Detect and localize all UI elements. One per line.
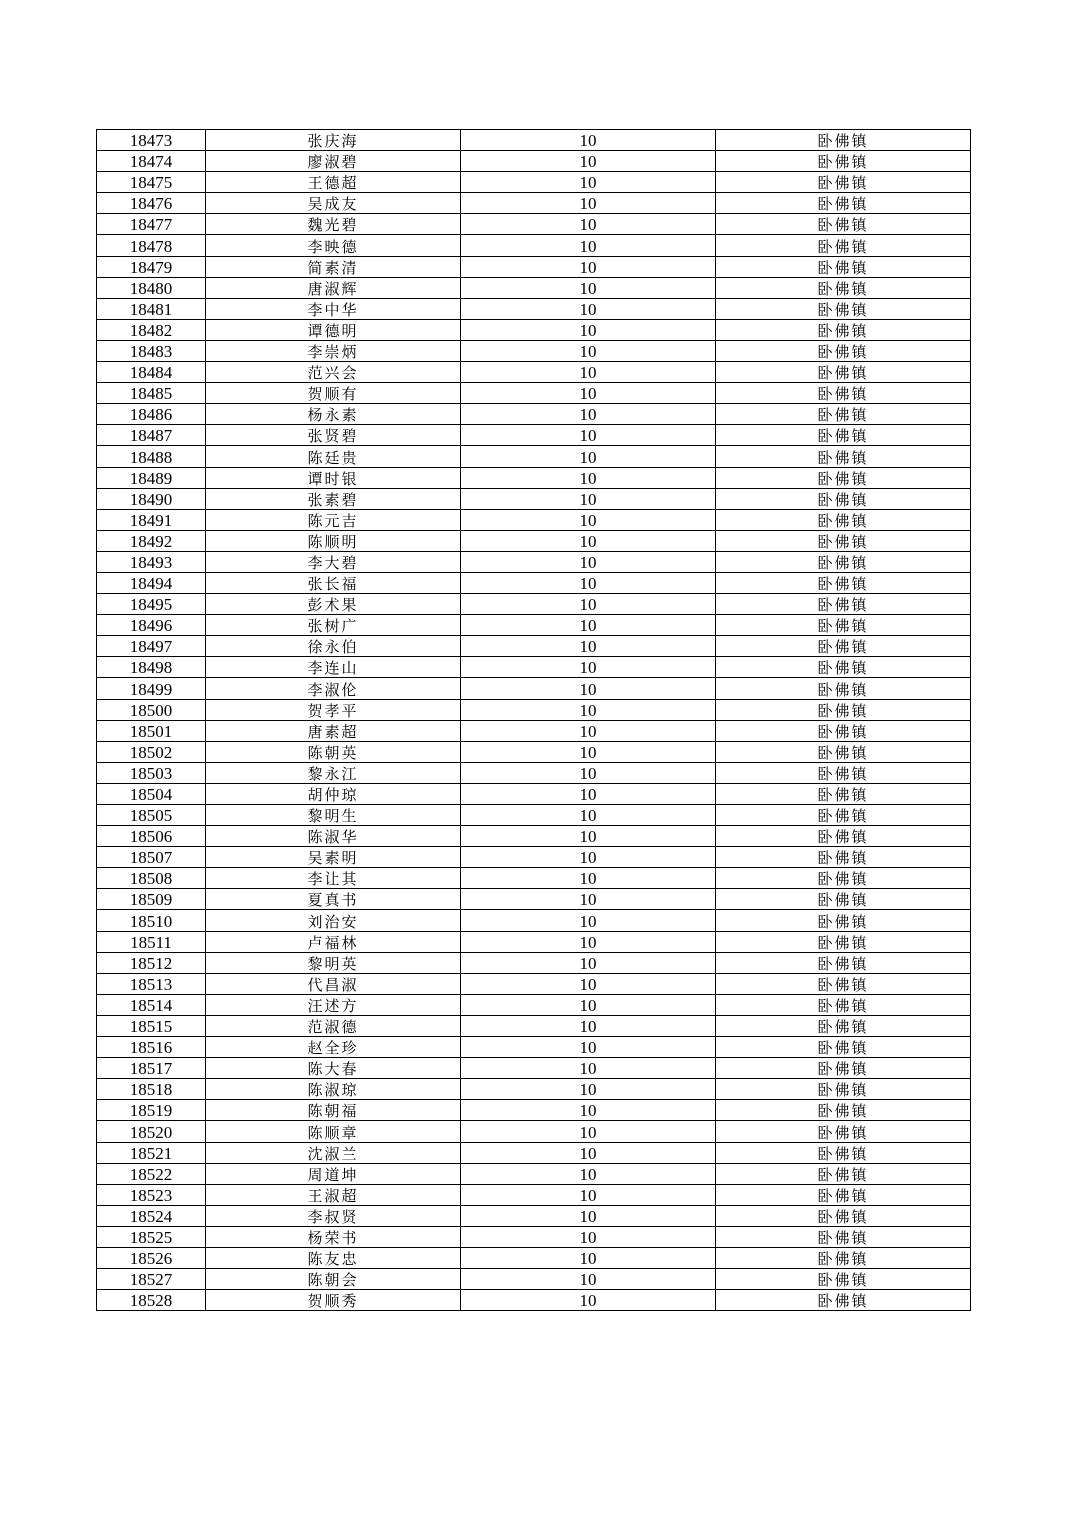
town-cell: 卧佛镇 bbox=[716, 530, 971, 551]
name-cell: 张树广 bbox=[206, 615, 461, 636]
name-cell: 魏光碧 bbox=[206, 214, 461, 235]
amount-cell: 10 bbox=[461, 1205, 716, 1226]
row-id-cell: 18517 bbox=[97, 1058, 206, 1079]
row-id-cell: 18516 bbox=[97, 1037, 206, 1058]
table-row bbox=[97, 1269, 971, 1290]
row-id-cell: 18473 bbox=[97, 130, 206, 151]
amount-cell: 10 bbox=[461, 298, 716, 319]
name-cell: 吴素明 bbox=[206, 847, 461, 868]
row-id-cell: 18475 bbox=[97, 172, 206, 193]
amount-cell: 10 bbox=[461, 362, 716, 383]
amount-cell: 10 bbox=[461, 1247, 716, 1268]
name-cell: 范兴会 bbox=[206, 362, 461, 383]
row-id-cell: 18523 bbox=[97, 1184, 206, 1205]
row-id-cell: 18502 bbox=[97, 741, 206, 762]
table-row bbox=[97, 509, 971, 530]
amount-cell: 10 bbox=[461, 572, 716, 593]
name-cell: 黎明英 bbox=[206, 952, 461, 973]
table-row bbox=[97, 362, 971, 383]
table-row bbox=[97, 214, 971, 235]
table-row bbox=[97, 404, 971, 425]
amount-cell: 10 bbox=[461, 467, 716, 488]
amount-cell: 10 bbox=[461, 446, 716, 467]
table-row bbox=[97, 931, 971, 952]
row-id-cell: 18479 bbox=[97, 256, 206, 277]
table-row bbox=[97, 130, 971, 151]
name-cell: 吴成友 bbox=[206, 193, 461, 214]
town-cell: 卧佛镇 bbox=[716, 762, 971, 783]
row-id-cell: 18495 bbox=[97, 594, 206, 615]
row-id-cell: 18525 bbox=[97, 1226, 206, 1247]
name-cell: 胡仲琼 bbox=[206, 783, 461, 804]
name-cell: 范淑德 bbox=[206, 1015, 461, 1036]
town-cell: 卧佛镇 bbox=[716, 1121, 971, 1142]
row-id-cell: 18492 bbox=[97, 530, 206, 551]
table-row bbox=[97, 741, 971, 762]
town-cell: 卧佛镇 bbox=[716, 847, 971, 868]
town-cell: 卧佛镇 bbox=[716, 488, 971, 509]
town-cell: 卧佛镇 bbox=[716, 1058, 971, 1079]
name-cell: 谭德明 bbox=[206, 319, 461, 340]
table-row bbox=[97, 530, 971, 551]
amount-cell: 10 bbox=[461, 1121, 716, 1142]
town-cell: 卧佛镇 bbox=[716, 1205, 971, 1226]
name-cell: 陈顺章 bbox=[206, 1121, 461, 1142]
row-id-cell: 18524 bbox=[97, 1205, 206, 1226]
name-cell: 汪述方 bbox=[206, 994, 461, 1015]
town-cell: 卧佛镇 bbox=[716, 1037, 971, 1058]
name-cell: 张素碧 bbox=[206, 488, 461, 509]
table-row bbox=[97, 1037, 971, 1058]
table-row bbox=[97, 973, 971, 994]
name-cell: 唐淑辉 bbox=[206, 277, 461, 298]
row-id-cell: 18508 bbox=[97, 868, 206, 889]
table-row bbox=[97, 551, 971, 572]
data-table bbox=[96, 129, 971, 1311]
table-row bbox=[97, 1226, 971, 1247]
row-id-cell: 18478 bbox=[97, 235, 206, 256]
town-cell: 卧佛镇 bbox=[716, 256, 971, 277]
table-row bbox=[97, 235, 971, 256]
row-id-cell: 18518 bbox=[97, 1079, 206, 1100]
amount-cell: 10 bbox=[461, 826, 716, 847]
amount-cell: 10 bbox=[461, 193, 716, 214]
table-row bbox=[97, 847, 971, 868]
row-id-cell: 18503 bbox=[97, 762, 206, 783]
table-row bbox=[97, 1100, 971, 1121]
amount-cell: 10 bbox=[461, 340, 716, 361]
name-cell: 陈淑琼 bbox=[206, 1079, 461, 1100]
row-id-cell: 18500 bbox=[97, 699, 206, 720]
table-row bbox=[97, 319, 971, 340]
amount-cell: 10 bbox=[461, 319, 716, 340]
table-row bbox=[97, 151, 971, 172]
amount-cell: 10 bbox=[461, 551, 716, 572]
amount-cell: 10 bbox=[461, 1226, 716, 1247]
amount-cell: 10 bbox=[461, 1058, 716, 1079]
town-cell: 卧佛镇 bbox=[716, 172, 971, 193]
town-cell: 卧佛镇 bbox=[716, 1163, 971, 1184]
town-cell: 卧佛镇 bbox=[716, 868, 971, 889]
row-id-cell: 18494 bbox=[97, 572, 206, 593]
name-cell: 李叔贤 bbox=[206, 1205, 461, 1226]
row-id-cell: 18493 bbox=[97, 551, 206, 572]
name-cell: 贺顺秀 bbox=[206, 1290, 461, 1311]
amount-cell: 10 bbox=[461, 256, 716, 277]
amount-cell: 10 bbox=[461, 1142, 716, 1163]
table-row bbox=[97, 277, 971, 298]
table-row bbox=[97, 1121, 971, 1142]
table-row bbox=[97, 762, 971, 783]
amount-cell: 10 bbox=[461, 1269, 716, 1290]
row-id-cell: 18527 bbox=[97, 1269, 206, 1290]
amount-cell: 10 bbox=[461, 1290, 716, 1311]
row-id-cell: 18489 bbox=[97, 467, 206, 488]
row-id-cell: 18499 bbox=[97, 678, 206, 699]
table-row bbox=[97, 1290, 971, 1311]
amount-cell: 10 bbox=[461, 868, 716, 889]
town-cell: 卧佛镇 bbox=[716, 952, 971, 973]
row-id-cell: 18520 bbox=[97, 1121, 206, 1142]
name-cell: 王淑超 bbox=[206, 1184, 461, 1205]
row-id-cell: 18477 bbox=[97, 214, 206, 235]
amount-cell: 10 bbox=[461, 172, 716, 193]
row-id-cell: 18483 bbox=[97, 340, 206, 361]
name-cell: 杨荣书 bbox=[206, 1226, 461, 1247]
row-id-cell: 18514 bbox=[97, 994, 206, 1015]
name-cell: 卢福林 bbox=[206, 931, 461, 952]
row-id-cell: 18476 bbox=[97, 193, 206, 214]
table-row bbox=[97, 889, 971, 910]
amount-cell: 10 bbox=[461, 762, 716, 783]
amount-cell: 10 bbox=[461, 594, 716, 615]
amount-cell: 10 bbox=[461, 151, 716, 172]
table-row bbox=[97, 783, 971, 804]
town-cell: 卧佛镇 bbox=[716, 720, 971, 741]
name-cell: 贺孝平 bbox=[206, 699, 461, 720]
name-cell: 简素清 bbox=[206, 256, 461, 277]
town-cell: 卧佛镇 bbox=[716, 1015, 971, 1036]
town-cell: 卧佛镇 bbox=[716, 910, 971, 931]
town-cell: 卧佛镇 bbox=[716, 446, 971, 467]
table-row bbox=[97, 383, 971, 404]
name-cell: 李大碧 bbox=[206, 551, 461, 572]
amount-cell: 10 bbox=[461, 1015, 716, 1036]
row-id-cell: 18521 bbox=[97, 1142, 206, 1163]
town-cell: 卧佛镇 bbox=[716, 235, 971, 256]
town-cell: 卧佛镇 bbox=[716, 298, 971, 319]
name-cell: 陈友忠 bbox=[206, 1247, 461, 1268]
town-cell: 卧佛镇 bbox=[716, 1247, 971, 1268]
name-cell: 赵全珍 bbox=[206, 1037, 461, 1058]
table-row bbox=[97, 994, 971, 1015]
town-cell: 卧佛镇 bbox=[716, 509, 971, 530]
table-body bbox=[97, 130, 971, 1311]
row-id-cell: 18509 bbox=[97, 889, 206, 910]
amount-cell: 10 bbox=[461, 699, 716, 720]
table-row bbox=[97, 1247, 971, 1268]
amount-cell: 10 bbox=[461, 1184, 716, 1205]
town-cell: 卧佛镇 bbox=[716, 783, 971, 804]
row-id-cell: 18487 bbox=[97, 425, 206, 446]
town-cell: 卧佛镇 bbox=[716, 1079, 971, 1100]
name-cell: 唐素超 bbox=[206, 720, 461, 741]
table-row bbox=[97, 826, 971, 847]
row-id-cell: 18528 bbox=[97, 1290, 206, 1311]
row-id-cell: 18498 bbox=[97, 657, 206, 678]
table-row bbox=[97, 657, 971, 678]
row-id-cell: 18501 bbox=[97, 720, 206, 741]
name-cell: 陈朝会 bbox=[206, 1269, 461, 1290]
name-cell: 李让其 bbox=[206, 868, 461, 889]
row-id-cell: 18490 bbox=[97, 488, 206, 509]
name-cell: 陈朝福 bbox=[206, 1100, 461, 1121]
town-cell: 卧佛镇 bbox=[716, 1100, 971, 1121]
name-cell: 陈淑华 bbox=[206, 826, 461, 847]
table-row bbox=[97, 1205, 971, 1226]
table-row bbox=[97, 193, 971, 214]
amount-cell: 10 bbox=[461, 952, 716, 973]
amount-cell: 10 bbox=[461, 783, 716, 804]
amount-cell: 10 bbox=[461, 973, 716, 994]
name-cell: 陈元吉 bbox=[206, 509, 461, 530]
name-cell: 陈大春 bbox=[206, 1058, 461, 1079]
amount-cell: 10 bbox=[461, 214, 716, 235]
table-row bbox=[97, 446, 971, 467]
row-id-cell: 18488 bbox=[97, 446, 206, 467]
town-cell: 卧佛镇 bbox=[716, 973, 971, 994]
town-cell: 卧佛镇 bbox=[716, 1290, 971, 1311]
amount-cell: 10 bbox=[461, 509, 716, 530]
row-id-cell: 18510 bbox=[97, 910, 206, 931]
amount-cell: 10 bbox=[461, 130, 716, 151]
row-id-cell: 18474 bbox=[97, 151, 206, 172]
name-cell: 王德超 bbox=[206, 172, 461, 193]
row-id-cell: 18513 bbox=[97, 973, 206, 994]
amount-cell: 10 bbox=[461, 805, 716, 826]
amount-cell: 10 bbox=[461, 277, 716, 298]
amount-cell: 10 bbox=[461, 994, 716, 1015]
amount-cell: 10 bbox=[461, 720, 716, 741]
town-cell: 卧佛镇 bbox=[716, 130, 971, 151]
town-cell: 卧佛镇 bbox=[716, 383, 971, 404]
name-cell: 李连山 bbox=[206, 657, 461, 678]
name-cell: 张长福 bbox=[206, 572, 461, 593]
name-cell: 张庆海 bbox=[206, 130, 461, 151]
town-cell: 卧佛镇 bbox=[716, 340, 971, 361]
town-cell: 卧佛镇 bbox=[716, 319, 971, 340]
table-row bbox=[97, 594, 971, 615]
table-row bbox=[97, 1163, 971, 1184]
amount-cell: 10 bbox=[461, 383, 716, 404]
town-cell: 卧佛镇 bbox=[716, 594, 971, 615]
town-cell: 卧佛镇 bbox=[716, 805, 971, 826]
amount-cell: 10 bbox=[461, 636, 716, 657]
town-cell: 卧佛镇 bbox=[716, 699, 971, 720]
town-cell: 卧佛镇 bbox=[716, 678, 971, 699]
table-row bbox=[97, 572, 971, 593]
row-id-cell: 18507 bbox=[97, 847, 206, 868]
table-row bbox=[97, 340, 971, 361]
name-cell: 李中华 bbox=[206, 298, 461, 319]
town-cell: 卧佛镇 bbox=[716, 741, 971, 762]
name-cell: 刘治安 bbox=[206, 910, 461, 931]
name-cell: 夏真书 bbox=[206, 889, 461, 910]
town-cell: 卧佛镇 bbox=[716, 404, 971, 425]
row-id-cell: 18497 bbox=[97, 636, 206, 657]
name-cell: 周道坤 bbox=[206, 1163, 461, 1184]
amount-cell: 10 bbox=[461, 1163, 716, 1184]
town-cell: 卧佛镇 bbox=[716, 467, 971, 488]
table-row bbox=[97, 1015, 971, 1036]
name-cell: 黎永江 bbox=[206, 762, 461, 783]
table-row bbox=[97, 615, 971, 636]
name-cell: 代昌淑 bbox=[206, 973, 461, 994]
row-id-cell: 18480 bbox=[97, 277, 206, 298]
row-id-cell: 18512 bbox=[97, 952, 206, 973]
row-id-cell: 18506 bbox=[97, 826, 206, 847]
amount-cell: 10 bbox=[461, 910, 716, 931]
name-cell: 陈顺明 bbox=[206, 530, 461, 551]
row-id-cell: 18505 bbox=[97, 805, 206, 826]
town-cell: 卧佛镇 bbox=[716, 994, 971, 1015]
amount-cell: 10 bbox=[461, 1100, 716, 1121]
town-cell: 卧佛镇 bbox=[716, 1269, 971, 1290]
town-cell: 卧佛镇 bbox=[716, 151, 971, 172]
amount-cell: 10 bbox=[461, 235, 716, 256]
town-cell: 卧佛镇 bbox=[716, 193, 971, 214]
row-id-cell: 18511 bbox=[97, 931, 206, 952]
table-row bbox=[97, 256, 971, 277]
table-row bbox=[97, 1079, 971, 1100]
town-cell: 卧佛镇 bbox=[716, 1184, 971, 1205]
town-cell: 卧佛镇 bbox=[716, 657, 971, 678]
name-cell: 黎明生 bbox=[206, 805, 461, 826]
row-id-cell: 18526 bbox=[97, 1247, 206, 1268]
amount-cell: 10 bbox=[461, 678, 716, 699]
table-row bbox=[97, 805, 971, 826]
row-id-cell: 18496 bbox=[97, 615, 206, 636]
name-cell: 杨永素 bbox=[206, 404, 461, 425]
table-row bbox=[97, 868, 971, 889]
town-cell: 卧佛镇 bbox=[716, 1226, 971, 1247]
row-id-cell: 18522 bbox=[97, 1163, 206, 1184]
amount-cell: 10 bbox=[461, 931, 716, 952]
row-id-cell: 18482 bbox=[97, 319, 206, 340]
table-row bbox=[97, 910, 971, 931]
row-id-cell: 18486 bbox=[97, 404, 206, 425]
name-cell: 彭术果 bbox=[206, 594, 461, 615]
table-row bbox=[97, 467, 971, 488]
table-row bbox=[97, 952, 971, 973]
town-cell: 卧佛镇 bbox=[716, 214, 971, 235]
row-id-cell: 18504 bbox=[97, 783, 206, 804]
amount-cell: 10 bbox=[461, 889, 716, 910]
amount-cell: 10 bbox=[461, 615, 716, 636]
row-id-cell: 18515 bbox=[97, 1015, 206, 1036]
amount-cell: 10 bbox=[461, 657, 716, 678]
table-row bbox=[97, 636, 971, 657]
name-cell: 李淑伦 bbox=[206, 678, 461, 699]
table-row bbox=[97, 720, 971, 741]
name-cell: 陈廷贵 bbox=[206, 446, 461, 467]
table-row bbox=[97, 699, 971, 720]
name-cell: 李映德 bbox=[206, 235, 461, 256]
table-row bbox=[97, 1058, 971, 1079]
town-cell: 卧佛镇 bbox=[716, 636, 971, 657]
amount-cell: 10 bbox=[461, 741, 716, 762]
amount-cell: 10 bbox=[461, 530, 716, 551]
table-row bbox=[97, 1142, 971, 1163]
town-cell: 卧佛镇 bbox=[716, 362, 971, 383]
town-cell: 卧佛镇 bbox=[716, 425, 971, 446]
name-cell: 贺顺有 bbox=[206, 383, 461, 404]
table-row bbox=[97, 488, 971, 509]
town-cell: 卧佛镇 bbox=[716, 615, 971, 636]
name-cell: 廖淑碧 bbox=[206, 151, 461, 172]
amount-cell: 10 bbox=[461, 488, 716, 509]
row-id-cell: 18491 bbox=[97, 509, 206, 530]
town-cell: 卧佛镇 bbox=[716, 277, 971, 298]
row-id-cell: 18484 bbox=[97, 362, 206, 383]
name-cell: 李崇炳 bbox=[206, 340, 461, 361]
row-id-cell: 18519 bbox=[97, 1100, 206, 1121]
row-id-cell: 18485 bbox=[97, 383, 206, 404]
town-cell: 卧佛镇 bbox=[716, 572, 971, 593]
amount-cell: 10 bbox=[461, 1079, 716, 1100]
table-row bbox=[97, 678, 971, 699]
town-cell: 卧佛镇 bbox=[716, 551, 971, 572]
name-cell: 谭时银 bbox=[206, 467, 461, 488]
town-cell: 卧佛镇 bbox=[716, 1142, 971, 1163]
amount-cell: 10 bbox=[461, 847, 716, 868]
town-cell: 卧佛镇 bbox=[716, 826, 971, 847]
row-id-cell: 18481 bbox=[97, 298, 206, 319]
table-row bbox=[97, 1184, 971, 1205]
amount-cell: 10 bbox=[461, 425, 716, 446]
name-cell: 张贤碧 bbox=[206, 425, 461, 446]
name-cell: 陈朝英 bbox=[206, 741, 461, 762]
amount-cell: 10 bbox=[461, 404, 716, 425]
table-row bbox=[97, 172, 971, 193]
name-cell: 沈淑兰 bbox=[206, 1142, 461, 1163]
table-row bbox=[97, 425, 971, 446]
town-cell: 卧佛镇 bbox=[716, 889, 971, 910]
amount-cell: 10 bbox=[461, 1037, 716, 1058]
name-cell: 徐永伯 bbox=[206, 636, 461, 657]
town-cell: 卧佛镇 bbox=[716, 931, 971, 952]
table-row bbox=[97, 298, 971, 319]
